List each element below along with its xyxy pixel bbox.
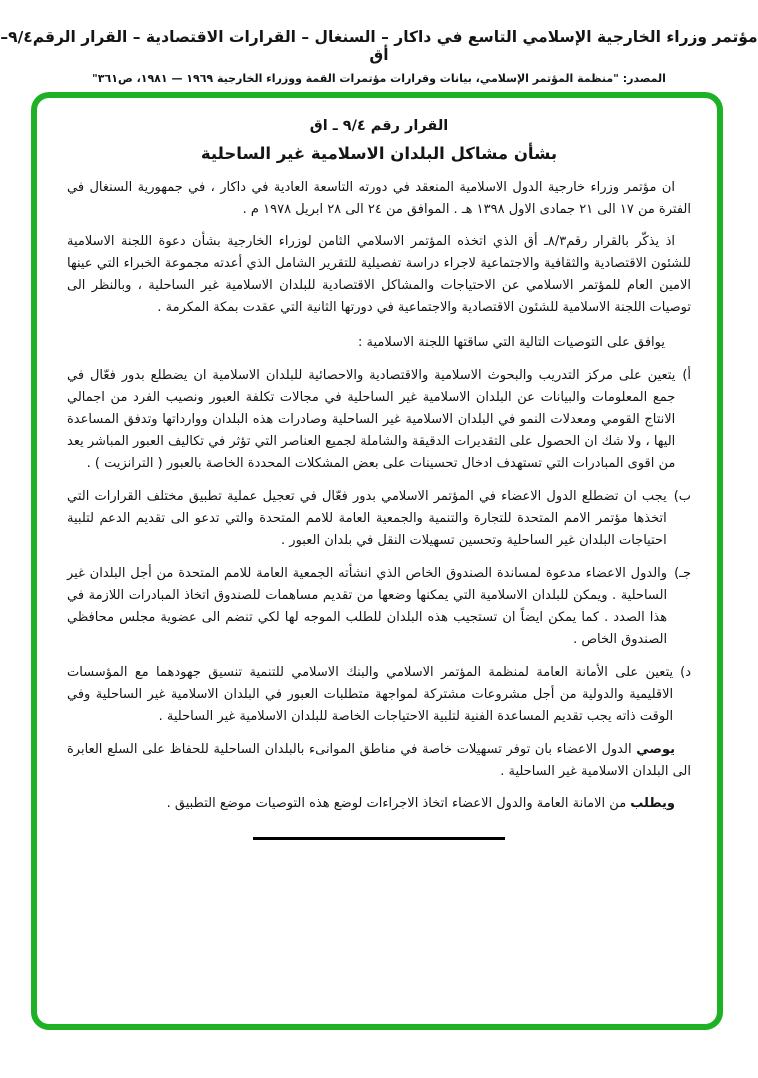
document-frame [31,92,723,1030]
operative-word: ويطلب [630,796,675,811]
resolution-subject-title: بشأن مشاكل البلدان الاسلامية غير الساحلية [200,144,558,163]
list-marker: ب) [673,489,691,504]
paragraph-text: الدول الاعضاء بان توفر تسهيلات خاصة في مناطق الموانىء بالبلدان الساحلية للحفاظ على السلع العابرة الى البلدان الاسلامية غير الساحلية . [67,742,691,779]
list-item-c [67,563,691,651]
list-item-text: يتعين على مركز التدريب والبحوث الاسلامية والاقتصادية والاحصائية للبلدان الاسلامية ان يضطلع بدور فعّال في جمع المعلومات والبيانات عن البلدان الاسلامية غير الساحلية في مجالات تكلفة العبور ونصيب الفرد من اجمالي الانتاج القومي ومعدلات النمو في البلدان الاسلامية غير الساحلية وصادرات هذه البلدان ووارداتها وتدفق المساعدة اليها ، ولا شك ان الحصول على التقديرات الدقيقة والشاملة لجميع العناصر التي تؤثر في تكاليف العبور المباشر يعد من اقوى المبادرات التي تستهدف ادخال تحسينات على بعض المشكلات المحددة الخاصة بالعبور ( الترانزيت ) . [67,368,676,471]
list-item-text: يجب ان تضطلع الدول الاعضاء في المؤتمر الاسلامي بدور فعّال في تعجيل عملية تطبيق مختلف القرارات التي اتخذها مؤتمر الامم المتحدة للتجارة والتنمية والجمعية العامة للامم المتحدة والتي تدعو الى تقديم الدعم لتلبية احتياجات البلدان غير الساحلية وتحسين تسهيلات النقل في بلدان العبور . [67,489,667,548]
paragraph-recalling: اذ يذكّر بالقرار رقم٨/٣ـ أق الذي اتخذه المؤتمر الاسلامي الثامن لوزراء الخارجية بشأن دعوة اللجنة الاسلامية للشئون الاقتصادية والثقافية والاجتماعية لاجراء دراسة تفصيلية للتقرير الشامل الذي أعدته مجموعة الخبراء التي عينها الامين العام للمؤتمر الاسلامي عن الاحتياجات والمشاكل الاقتصادية للبلدان الاسلامية غير الساحلية ، وبالنظر الى توصيات اللجنة الاسلامية للشئون الاقتصادية والاجتماعية في دورتها الثانية التي عقدت بمكة المكرمة . [67,234,691,315]
paragraph-approval-intro: يوافق على التوصيات التالية التي ساقتها اللجنة الاسلامية : [358,335,665,350]
page-header [0,0,758,85]
list-item-a [67,365,691,475]
list-marker: د) [680,665,691,680]
list-marker: أ) [682,368,691,383]
end-divider-line [253,837,505,840]
list-item-b [67,486,691,552]
list-item-text: والدول الاعضاء مدعوة لمساندة الصندوق الخاص الذي انشأته الجمعية العامة للامم المتحدة من أجل البلدان غير الساحلية . ويمكن للبلدان الاسلامية التي يمكنها وضعها من تقديم مساهمات للصندوق اتخاذ المبادرات اللازمة في هذا الصدد . كما يمكن ايضاً ان تستجيب هذه البلدان للطلب الموجه لها لكي تنضم الى عضوية مجلس محافظي الصندوق الخاص . [67,566,668,647]
paragraph-requests [67,793,691,815]
operative-word: يوصي [636,742,675,757]
list-item-text: يتعين على الأمانة العامة لمنظمة المؤتمر الاسلامي والبنك الاسلامي للتنمية تنسيق جهودهما مع المؤسسات الاقليمية والدولية من أجل مشروعات مشتركة لمواجهة متطلبات العبور في البلدان الاسلامية غير الساحلية وفي الوقت ذاته يجب تقديم المساعدة الفنية لتلبية الاحتياجات الخاصة للبلدان الاسلامية غير الساحلية . [67,665,674,724]
resolution-number-title: القرار رقم ٩/٤ ـ اق [309,118,449,134]
paragraph-text: من الامانة العامة والدول الاعضاء اتخاذ الاجراءات لوضع هذه التوصيات موضع التطبيق . [166,796,631,811]
paragraph-preamble: ان مؤتمر وزراء خارجية الدول الاسلامية المنعقد في دورته التاسعة العادية في داكار ، في جمهورية السنغال في الفترة من ١٧ الى ٢١ جمادى الاول ١٣٩٨ هـ . الموافق من ٢٤ الى ٢٨ ابريل ١٩٧٨ م . [67,180,691,217]
list-marker: جـ) [674,566,691,581]
list-item-d [67,662,691,728]
header-source: المصدر: "منظمة المؤتمر الإسلامي، بيانات وقرارات مؤتمرات القمة ووزراء الخارجية ١٩٦٩ — ١٩٨١، ص٣٦١" [92,72,666,85]
paragraph-recommends [67,739,691,783]
header-title: مؤتمر وزراء الخارجية الإسلامي التاسع في داكار – السنغال – القرارات الاقتصادية – القرار الرقم٩/٤– أق [0,28,758,64]
